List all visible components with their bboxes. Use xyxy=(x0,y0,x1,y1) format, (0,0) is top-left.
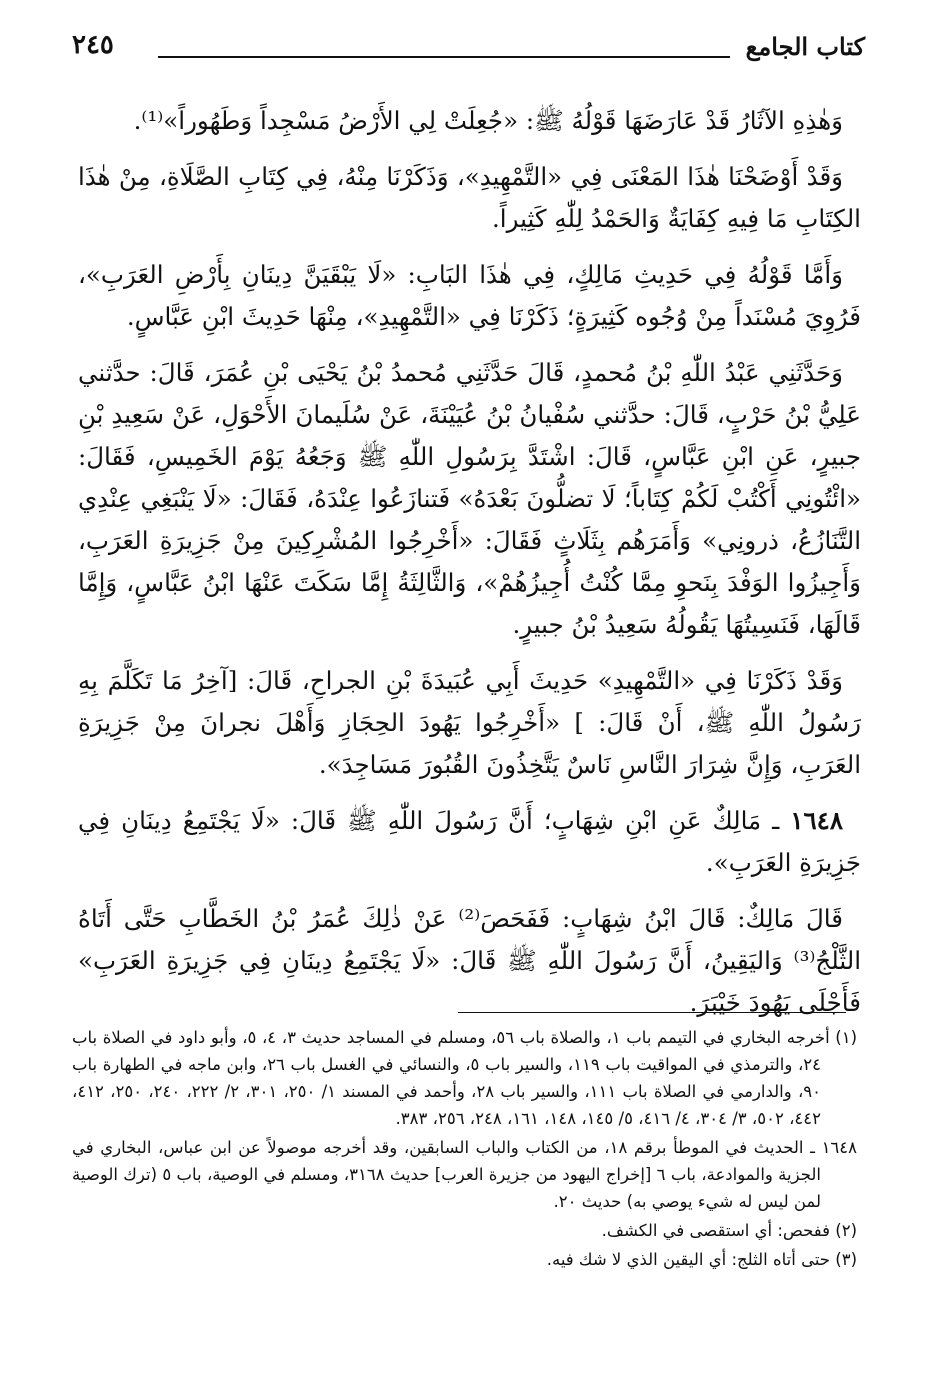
footnote-3: (٣) حتى أتاه الثلج: أي اليقين الذي لا شك فيه. xyxy=(546,1250,857,1269)
page-number: ٢٤٥ xyxy=(72,30,114,60)
footnote-2: (٢) ففحص: أي استقصى في الكشف. xyxy=(601,1221,857,1240)
paragraph: وَقَدْ ذَكَرْنَا فِي «التَّمْهِيدِ» حَدِيثَ أَبِي عُبَيدَةَ بْنِ الجراحِ، قَالَ: [آخِرُ مَا تَكَلَّمَ بِهِ رَسُولُ اللّٰهِ ﷺ، أَنْ قَالَ: ] «أَخْرِجُوا يَهُودَ الحِجَازِ وَأَهْلَ نجرانَ مِنْ جَزِيرَةِ العَرَبِ، وَإِنَّ شِرَارَ النَّاسِ نَاسٌ يَتَّخِذُونَ القُبُورَ مَسَاجِدَ». xyxy=(78,666,861,779)
hadith-paragraph xyxy=(78,800,861,884)
footnotes xyxy=(72,1024,857,1275)
paragraph: وَأَمَّا قَوْلُهُ فِي حَدِيثِ مَالِكٍ، فِي هٰذَا البَابِ: «لَا يَبْقَيَنَّ دِينَانِ بِأَرْضِ العَرَبِ»، فَرُوِيَ مُسْنَداً مِنْ وُجُوه كَثِيرَةٍ؛ ذَكَرْنَا فِي «التَّمْهِيدِ»، مِنْهَا حَدِيثَ ابْنِ عَبَّاسٍ. xyxy=(78,260,861,331)
paragraph: وَقَدْ أَوْضَحْنَا هٰذَا المَعْنَى فِي «التَّمْهِيدِ»، وَذَكَرْنَا مِنْهُ، فِي كِتَابِ الصَّلَاةِ، مِنْ هٰذَا الكِتَابِ مَا فِيهِ كِفَايَةٌ وَالحَمْدُ لِلّٰهِ كَثِيراً. xyxy=(78,162,861,233)
footnote-1: (١) أخرجه البخاري في التيمم باب ١، والصلاة باب ٥٦، ومسلم في المساجد حديث ٣، ٤، ٥، وأبو داود في الصلاة باب ٢٤، والترمذي في المواقيت باب ١١٩، والسير باب ٥، والنسائي في الغسل باب ٢٦، وابن ماجه في الطهارة باب ٩٠، والدارمي في الصلاة باب ١١١، والسير باب ٢٨، وأحمد في المسند ١/ ٢٥٠، ٣٠١، ٢/ ٢٢٢، ٢٤٠، ٢٥٠، ٤١٢، ٤٤٢، ٥٠٢، ٣/ ٣٠٤، ٤/ ٤١٦، ٥/ ١٤٥، ١٤٨، ١٦١، ٢٤٨، ٢٥٦، ٣٨٣. xyxy=(72,1028,858,1128)
header-rule xyxy=(158,56,730,58)
page-header xyxy=(70,30,865,70)
hadith-number: ١٦٤٨ xyxy=(790,806,843,835)
paragraph: قَالَ مَالِكٌ: قَالَ ابْنُ شِهَابٍ: فَفَحَصَ⁽²⁾ عَنْ ذٰلِكَ عُمَرُ بْنُ الخَطَّابِ حَتَّى أَتَاهُ الثَّلْجُ⁽³⁾ وَاليَقِينُ، أَنَّ رَسُولَ اللّٰهِ ﷺ قَالَ: «لَا يَجْتَمِعُ دِينَانِ فِي جَزِيرَةِ العَرَبِ» فَأَجْلَى يَهُودَ خَيْبَرَ. xyxy=(78,904,861,1017)
hadith-text: ـ مَالِكٌ عَنِ ابْنِ شِهَابٍ؛ أَنَّ رَسُولَ اللّٰهِ ﷺ قَالَ: «لَا يَجْتَمِعُ دِينَانِ فِي جَزِيرَةِ العَرَبِ». xyxy=(78,806,861,877)
paragraph: وَهٰذِهِ الآثَارُ قَدْ عَارَضَهَا قَوْلُهُ ﷺ: «جُعِلَتْ لِي الأَرْضُ مَسْجِداً وَطَهُوراً»⁽¹⁾. xyxy=(133,106,843,135)
footnote-hadith: ١٦٤٨ ـ الحديث في الموطأ برقم ١٨، من الكتاب والباب السابقين، وقد أخرجه موصولاً عن ابن عباس، البخاري في الجزية والموادعة، باب ٦ [إخراج اليهود من جزيرة العرب] حديث ٣١٦٨، ومسلم في الوصية، باب ٥ (ترك الوصية لمن ليس له شيء يوصي به) حديث ٢٠. xyxy=(72,1138,858,1211)
main-text xyxy=(78,100,861,1038)
running-title: كتاب الجامع xyxy=(745,32,865,61)
paragraph: وَحَدَّثَنِي عَبْدُ اللّٰهِ بْنُ مُحمدٍ، قَالَ حَدَّثَنِي مُحمدُ بْنُ يَحْيَى بْنِ عُمَرَ، قَالَ: حدَّثني عَلِيُّ بْنُ حَرْبٍ، قَالَ: حدَّثني سُفْيانُ بْنُ عُيَيْنَةَ، عَنْ سُلَيمانَ الأَحْوَلِ، عَنْ سَعِيدِ بْنِ جبيرٍ، عَنِ ابْنِ عَبَّاسٍ، قَالَ: اشْتَدَّ بِرَسُولِ اللّٰهِ ﷺ وَجَعُهُ يَوْمَ الخَمِيسِ، فَقَالَ: «ائْتُونِي أَكْتُبْ لَكُمْ كِتَاباً؛ لَا تضلُّونَ بَعْدَهُ» فَتنازَعُوا عِنْدَهُ، فَقَالَ: «لَا يَنْبَغِي عِنْدِي التَّنَازُعُ، ذرونِي» وَأَمَرَهُم بِثَلَاثٍ فَقَالَ: «أَخْرِجُوا المُشْرِكِينَ مِنْ جَزِيرَةِ العَرَبِ، وَأَجِيزُوا الوَفْدَ بِنَحوِ مِمَّا كُنْتُ أُجِيزُهُمْ»، وَالثَّالِثَةُ إِمَّا سَكَتَ عَنْهَا ابْنُ عَبَّاسٍ، وَإِمَّا قَالَهَا، فَنَسِيتُهَا يَقُولُهُ سَعِيدُ بْنُ جبيرٍ. xyxy=(78,358,861,639)
footnote-separator xyxy=(458,1012,846,1013)
